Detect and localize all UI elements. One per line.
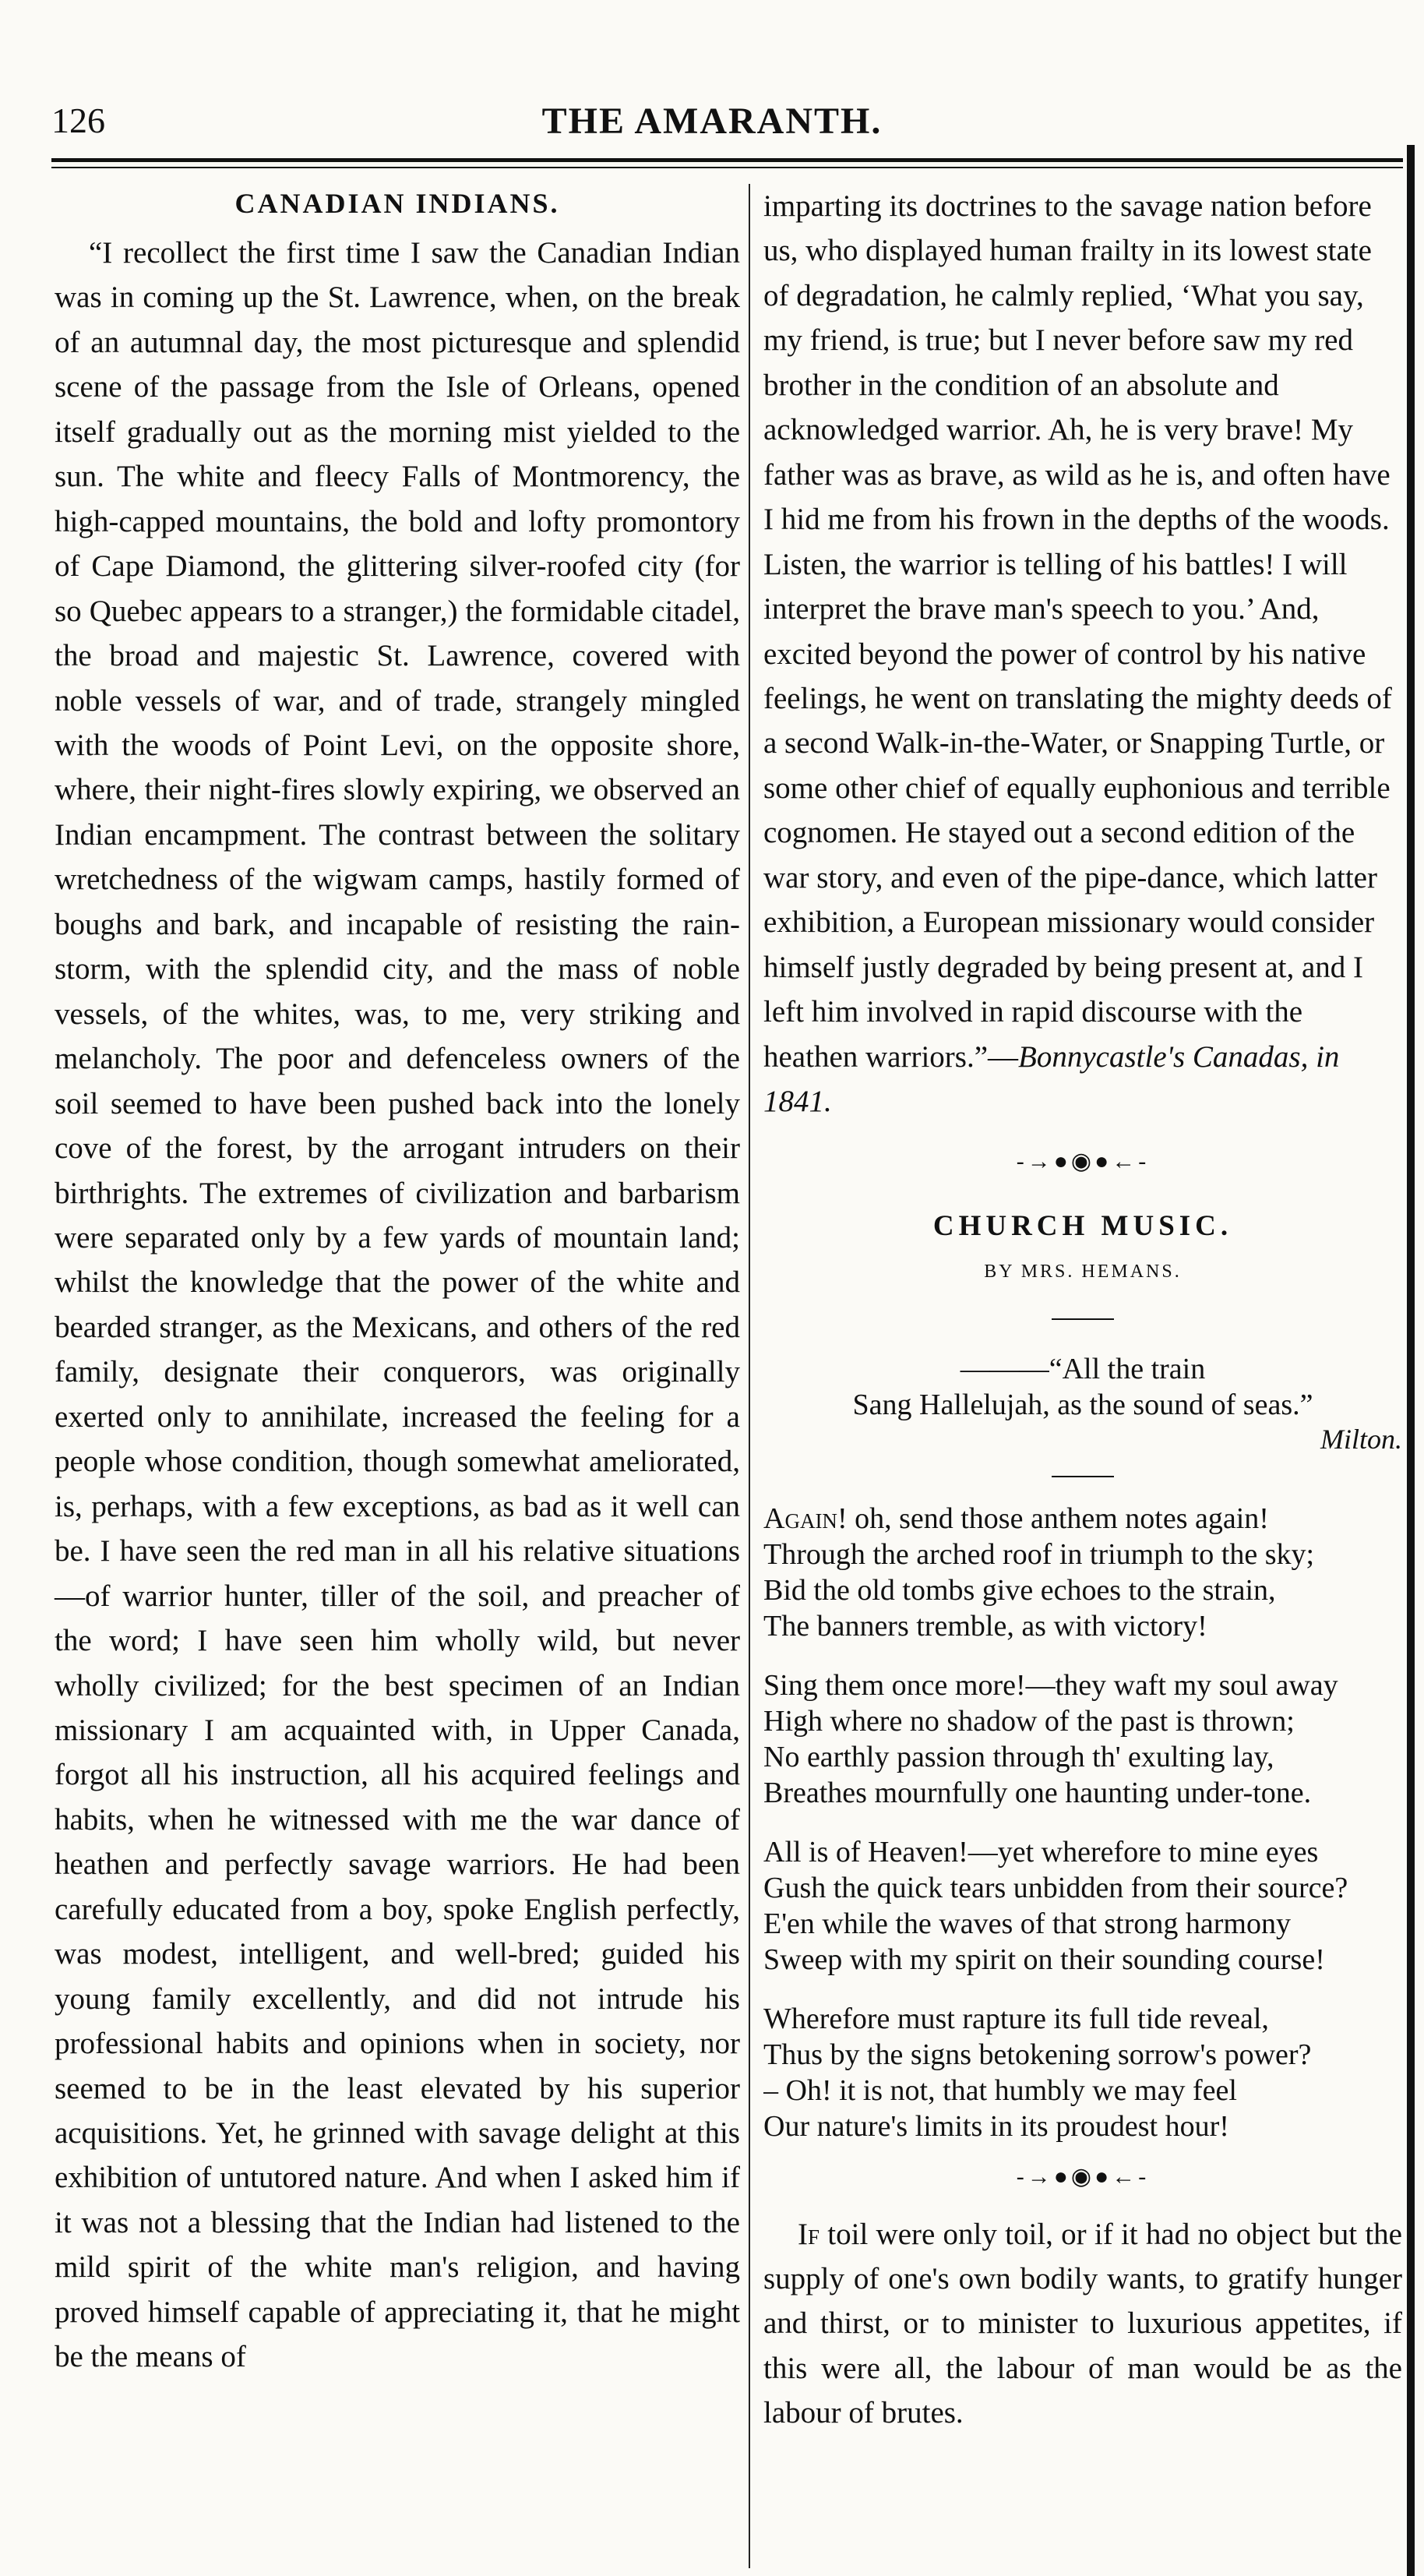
epigraph-rule xyxy=(1052,1476,1114,1477)
poem-line: E'en while the waves of that strong harmony xyxy=(763,1907,1291,1940)
poem-line: Through the arched roof in triumph to the sky; xyxy=(763,1537,1315,1571)
poem-line xyxy=(763,1501,1402,1537)
section-ornament: -→●◉●←- xyxy=(1016,1148,1150,1174)
poem-line: All is of Heaven!—yet wherefore to mine eyes xyxy=(763,1835,1319,1868)
poem-title: CHURCH MUSIC. xyxy=(932,1209,1233,1242)
poem-line: Bid the old tombs give echoes to the strain, xyxy=(763,1573,1276,1607)
poem-line: Thus by the signs betokening sorrow's power? xyxy=(763,2038,1312,2071)
poem-stanza xyxy=(763,1667,1402,1811)
article-body-continuation: imparting its doctrines to the savage nation before us, who displayed human frailty in its lowest state of degradation, he calmly replied, ‘What you say, my friend, is true; but I never before saw my red brother in the condition of an absolute and acknowledged warrior. Ah, he is very brave! My father was as brave, as wild as he is, and often have I hid me from his frown in the depths of the woods. Listen, the warrior is telling of his battles! I will interpret the brave man's speech to you.’ And, excited beyond the power of control by his native feelings, he went on translating the mighty deeds of a second Walk-in-the-Water, or Snapping Turtle, or some other chief of equally euphonious and terrible cognomen. He stayed out a second edition of the war story, and even of the pipe-dance, which latter exhibition, a European missionary would consider himself justly degraded by being present at, and I left him involved in rapid discourse with the heathen warriors.”— xyxy=(763,189,1392,1074)
running-title: THE AMARANTH. xyxy=(541,101,883,142)
left-column xyxy=(55,184,740,2380)
right-column xyxy=(763,184,1402,2436)
header-rule-thick xyxy=(51,158,1403,162)
poem-stanza xyxy=(763,1834,1402,1978)
poem-line-text: ! oh, send those anthem notes again! xyxy=(837,1501,1269,1535)
poem-line: – Oh! it is not, that humbly we may feel xyxy=(763,2073,1237,2107)
stanza-lead-word: Again xyxy=(763,1501,837,1535)
poem-line: Gush the quick tears unbidden from their source? xyxy=(763,1871,1348,1904)
header-rule-thin xyxy=(51,167,1403,168)
article-body-right xyxy=(763,184,1402,1124)
column-divider xyxy=(749,184,750,2568)
poem-epigraph xyxy=(763,1351,1402,1423)
section-ornament: -→●◉●←- xyxy=(1016,2163,1150,2190)
poem-stanza xyxy=(763,2001,1402,2144)
poem-line: Wherefore must rapture its full tide reveal, xyxy=(763,2002,1269,2035)
poem-byline: BY MRS. HEMANS. xyxy=(984,1261,1182,1282)
page-number: 126 xyxy=(51,101,105,140)
poem-stanza xyxy=(763,1501,1402,1644)
poem-line: Sing them once more!—they waft my soul away xyxy=(763,1668,1338,1702)
epigraph-line: Sang Hallelujah, as the sound of seas.” xyxy=(852,1388,1313,1421)
epigraph-line: ———“All the train xyxy=(960,1352,1206,1385)
paragraph-lead-word: If xyxy=(798,2217,820,2251)
poem-title-rule xyxy=(1052,1318,1114,1320)
poem-line: No earthly passion through th' exulting lay, xyxy=(763,1740,1274,1773)
epigraph-attribution: Milton. xyxy=(1320,1423,1402,1455)
poem-line: Breathes mournfully one haunting under-tone. xyxy=(763,1776,1312,1809)
poem-line: Our nature's limits in its proudest hour! xyxy=(763,2109,1229,2143)
article-body-left: “I recollect the first time I saw the Canadian Indian was in coming up the St. Lawrence, when, on the break of an autumnal day, the most picturesque and splendid scene of the passage from the Isle of Orleans, opened itself gradually out as the morning mist yielded to the sun. The white and fleecy Falls of Montmorency, the high-capped mountains, the bold and lofty promontory of Cape Diamond, the glittering silver-roofed city (for so Quebec appears to a stranger,) the formidable citadel, the broad and majestic St. Lawrence, covered with noble vessels of war, and of trade, strangely mingled with the woods of Point Levi, on the opposite shore, where, their night-fires slowly expiring, we observed an Indian encampment. The contrast between the solitary wretchedness of the wigwam camps, hastily formed of boughs and bark, and incapable of resisting the rain-storm, with the splendid city, and the mass of noble vessels, of the whites, was, to me, very striking and melancholy. The poor and defenceless owners of the soil seemed to have been pushed back into the lonely cove of the forest, by the arrogant intruders on their birthrights. The extremes of civilization and barbarism were separated only by a few yards of mountain land; whilst the knowledge that the power of the white and bearded stranger, as the Mexicans, and others of the red family, designate their conquerors, was originally exerted only to annihilate, increased the feeling for a people whose condition, though somewhat ameliorated, is, perhaps, with a few exceptions, as bad as it well can be. I have seen the red man in all his relative situations—of warrior hunter, tiller of the soil, and preacher of the word; I have seen him wholly wild, but never wholly civilized; for the best specimen of an Indian missionary I am acquainted with, in Upper Canada, forgot all his instruction, all his acquired feelings and habits, when he witnessed with me the war dance of heathen and perfectly savage warriors. He had been carefully educated from a boy, spoke English perfectly, was modest, intelligent, and well-bred; guided his young family excellently, and did not intrude his professional habits and opinions when in society, nor seemed to be in the least elevated by his superior acquisitions. Yet, he grinned with savage delight at this exhibition of untutored nature. And when I asked him if it was not a blessing that the Indian had listened to the mild spirit of the white man's religion, and having proved himself capable of appreciating it, that he might be the means of xyxy=(55,236,740,2374)
paragraph-text: toil were only toil, or if it had no object but the supply of one's own bodily wants, to gratify hunger and thirst, or to minister to luxurious appetites, if this were all, the labour of man would be as the labour of brutes. xyxy=(763,2217,1402,2430)
poem-line: Sweep with my spirit on their sounding course! xyxy=(763,1943,1325,1976)
article-attribution: Bonnycastle's Canadas, in 1841. xyxy=(763,1039,1340,1119)
page-edge-shadow xyxy=(1407,145,1415,2576)
article-title: CANADIAN INDIANS. xyxy=(234,188,560,219)
poem-line: High where no shadow of the past is thrown; xyxy=(763,1704,1295,1738)
closing-paragraph xyxy=(763,2212,1402,2436)
poem-line: The banners tremble, as with victory! xyxy=(763,1609,1207,1643)
